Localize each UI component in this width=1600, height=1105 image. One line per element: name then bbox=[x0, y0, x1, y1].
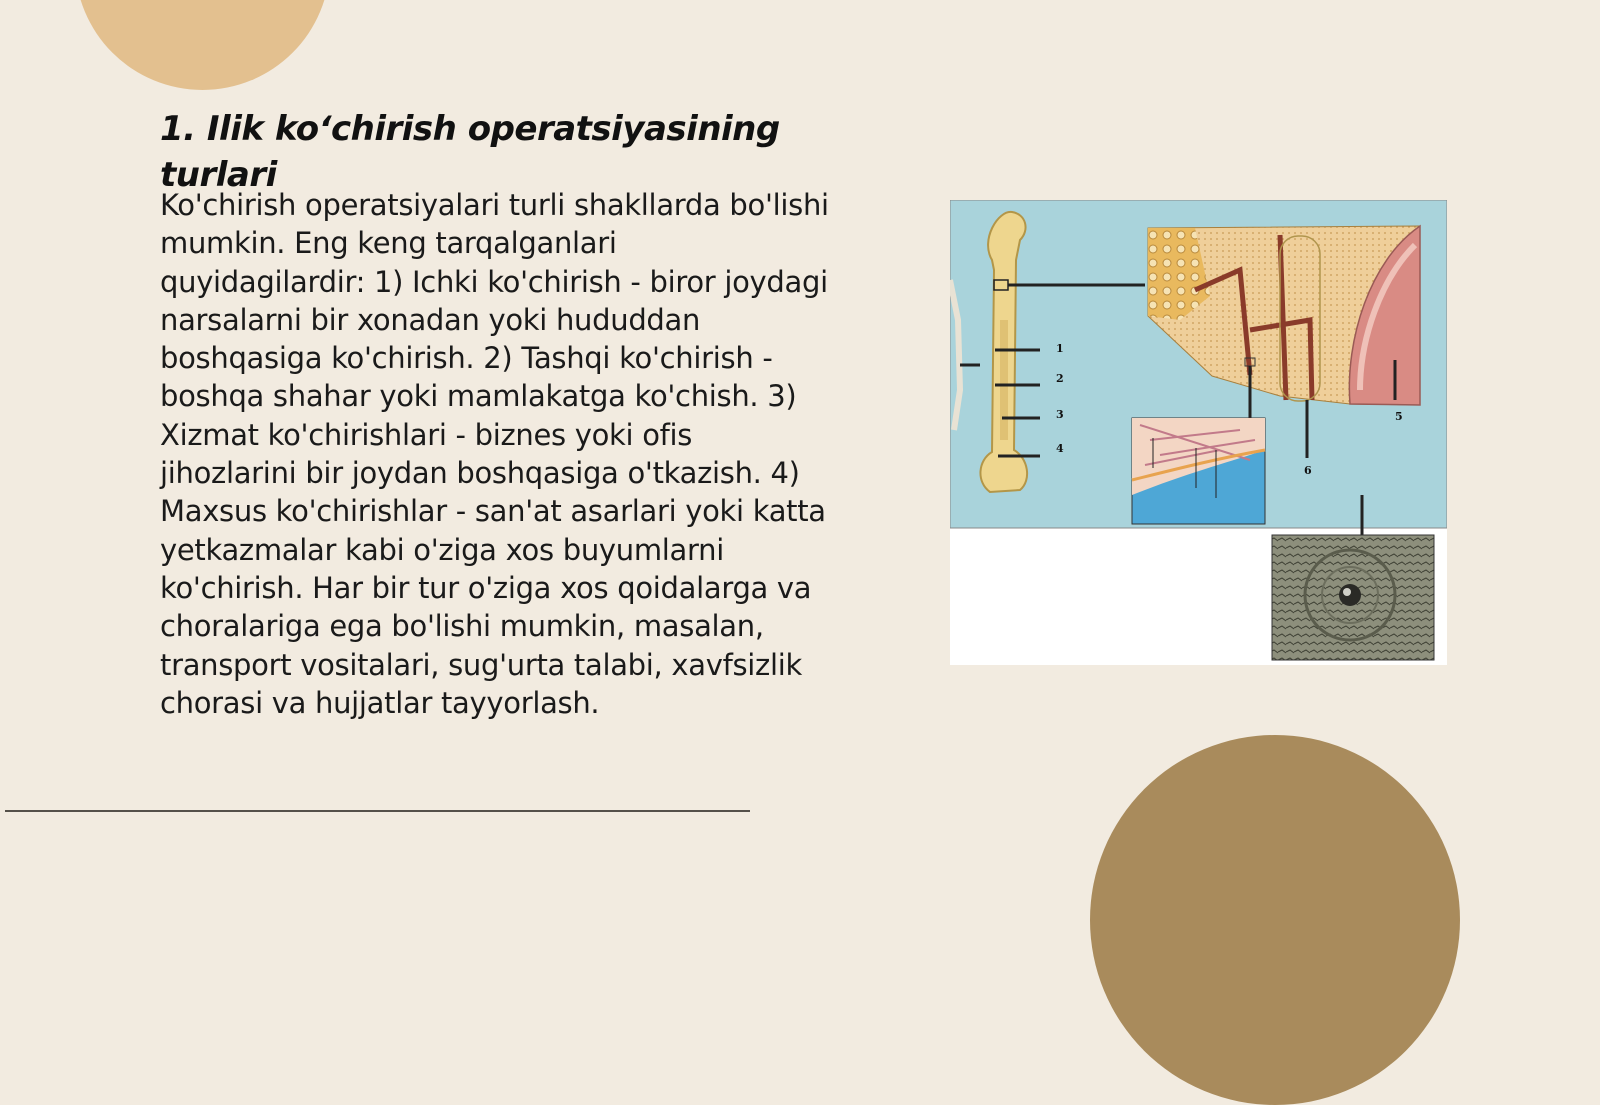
slide-body-text: Ko'chirish operatsiyalari turli shakllarda bo'lishi mumkin. Eng keng tarqalganlari quyidagilardir: 1) Ichki ko'chirish - biror joydagi narsalarni bir xonadan yoki hududdan boshqasiga ko'chirish. 2) Tashqi ko'chirish - boshqa shahar yoki mamlakatga ko'chish. 3) Xizmat ko'chirishlari - biznes yoki ofis jihozlarini bir joydan boshqasiga o'tkazish. 4) Maxsus ko'chirishlar - san'at asarlari yoki katta yetkazmalar kabi o'ziga xos buyumlarni ko'chirish. Har bir tur o'ziga xos qoidalarga va choralariga ega bo'lishi mumkin, masalan, transport vositalari, sug'urta talabi, xavfsizlik chorasi va hujjatlar tayyorlash. bbox=[160, 188, 829, 720]
divider-line bbox=[5, 810, 750, 812]
inset-periosteum-detail bbox=[1132, 418, 1265, 524]
decorative-circle-bottom bbox=[1090, 735, 1460, 1105]
figure-label-2: 2 bbox=[1056, 372, 1064, 385]
figure-label-4: 4 bbox=[1056, 442, 1064, 455]
slide-title: 1. Ilik ko‘chirish operatsiyasining turlari bbox=[160, 109, 780, 195]
figure-label-3: 3 bbox=[1056, 408, 1064, 421]
figure-label-1: 1 bbox=[1056, 342, 1064, 355]
osteon-micrograph bbox=[1272, 535, 1434, 660]
decorative-circle-top bbox=[75, 0, 330, 90]
figure-label-5: 5 bbox=[1395, 410, 1403, 423]
figure-label-6: 6 bbox=[1304, 464, 1312, 477]
bone-anatomy-figure bbox=[950, 200, 1447, 665]
